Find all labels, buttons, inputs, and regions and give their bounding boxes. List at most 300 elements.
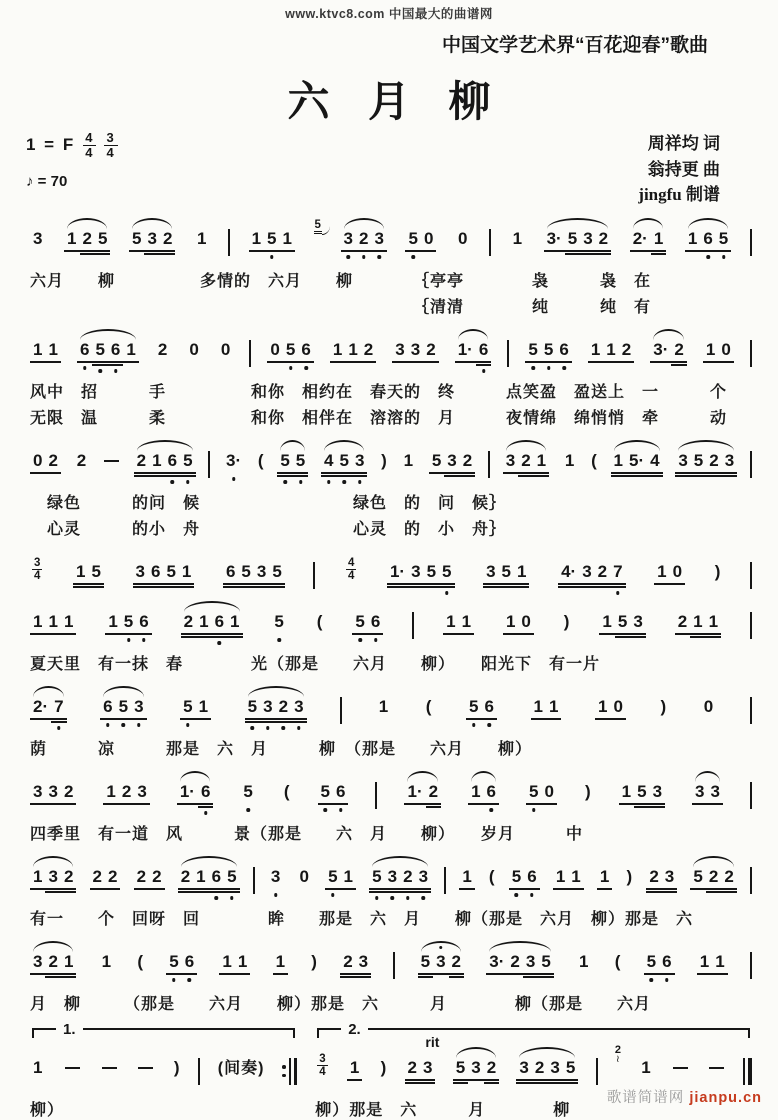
- note-token: 3: [708, 782, 723, 805]
- note-token: 1: [651, 229, 666, 252]
- note-token: 3: [416, 867, 431, 890]
- note-token: 5: [691, 451, 706, 474]
- beam-line: [453, 1082, 468, 1084]
- beam-line: [163, 586, 178, 588]
- note-token: 5: [180, 451, 195, 474]
- note-token: 6: [165, 451, 180, 474]
- slur-arc: [519, 1047, 575, 1058]
- note-token: 1: [273, 952, 288, 975]
- low-octave-dot: [331, 893, 335, 897]
- lyric-line: 风中 招 手 和你 相约在 春天的 终 点笑盈 盈送上 一 个: [30, 383, 728, 401]
- score-system: [30, 684, 752, 759]
- beam-group: [166, 952, 197, 975]
- low-octave-dot: [342, 480, 346, 484]
- note-token: 2: [507, 952, 522, 975]
- tempo-value: = 70: [37, 173, 68, 191]
- beam-group: [692, 782, 723, 805]
- low-octave-dot: [362, 255, 366, 259]
- note-token: 5: [453, 1058, 468, 1081]
- slur-arc: [695, 771, 720, 782]
- beam-line: [595, 586, 610, 588]
- beam-group: [503, 451, 549, 474]
- low-octave-dot: [282, 726, 286, 730]
- low-octave-dot: [406, 896, 410, 900]
- note-token: 6: [100, 697, 115, 720]
- low-octave-dot: [297, 726, 301, 730]
- low-octave-dot: [122, 723, 126, 727]
- note-token: 6: [198, 782, 213, 805]
- low-octave-dot: [98, 369, 102, 373]
- note-token: 2: [484, 1058, 499, 1081]
- note-token: 5: [277, 451, 292, 474]
- note-token: 1: [219, 952, 234, 975]
- note-token: 1: [568, 867, 583, 890]
- slur-arc: [547, 218, 609, 229]
- beam-line: [721, 891, 736, 893]
- beam-line: [179, 586, 194, 588]
- beam-line: [193, 891, 208, 893]
- score-system: [30, 216, 752, 317]
- low-octave-dot: [277, 638, 281, 642]
- beam-group: [64, 229, 110, 252]
- parenthesis: (: [591, 450, 597, 470]
- beam-group: [267, 340, 313, 363]
- note-token: 6: [368, 612, 383, 635]
- beam-line: [444, 475, 459, 477]
- beam-group: [526, 782, 557, 805]
- beam-line: [538, 976, 553, 978]
- beam-group: [30, 451, 61, 474]
- note-token: 1: [531, 697, 546, 720]
- parenthesis: (: [316, 611, 323, 631]
- beam-group: [30, 612, 76, 635]
- notes-row: [30, 216, 752, 256]
- beam-group: [455, 340, 492, 363]
- duration-dash: [104, 451, 119, 470]
- note-token: 6: [148, 562, 163, 585]
- beam-group: [180, 697, 211, 720]
- beam-line: [499, 586, 514, 588]
- note-token: 1: [564, 450, 575, 470]
- beam-group: [129, 229, 175, 252]
- barline: [340, 697, 342, 724]
- beam-line: [596, 253, 611, 255]
- beam-line: [178, 891, 193, 893]
- duration-dash: [102, 1058, 117, 1077]
- note-token: 6: [298, 340, 313, 363]
- beam-line: [92, 364, 107, 366]
- note-token: 1: [341, 867, 356, 890]
- notes-row: [30, 599, 752, 639]
- note-token: 4: [321, 451, 336, 474]
- note-token: 5: [92, 340, 107, 363]
- note-token: 3: [33, 228, 43, 248]
- note-token: 1: [30, 612, 45, 635]
- note-token: 1: [196, 697, 211, 720]
- note-token: 1: [235, 952, 250, 975]
- beam-group: [553, 867, 584, 890]
- note-token: 1: [30, 867, 45, 890]
- note-token: 2: [160, 229, 175, 252]
- beam-line: [523, 976, 538, 978]
- beam-group: [100, 697, 146, 720]
- slur-arc: [80, 329, 136, 340]
- beam-group: [330, 340, 376, 363]
- note-token: 5: [644, 952, 659, 975]
- note-token: 5: [318, 782, 333, 805]
- beam-group: [453, 1058, 499, 1081]
- lyric-line: 月 柳 （那是 六月 柳）那是 六 月 柳（那是 六月: [30, 995, 652, 1013]
- note-token: 3: [516, 1058, 531, 1081]
- low-octave-dot: [188, 978, 192, 982]
- tempo-note-icon: ♪: [26, 173, 34, 191]
- beam-line: [165, 475, 180, 477]
- beam-line: [198, 806, 213, 808]
- beam-line: [706, 636, 721, 638]
- note-token: 3: [675, 451, 690, 474]
- note-token: 7: [51, 697, 66, 720]
- beam-line: [630, 636, 645, 638]
- beam-line: [80, 253, 95, 255]
- beam-line: [662, 891, 677, 893]
- note-token: 2: [449, 952, 464, 975]
- beam-group: [595, 697, 626, 720]
- note-token: 0: [299, 866, 309, 886]
- note-token: 1: [196, 612, 211, 635]
- beam-group: [352, 612, 383, 635]
- note-token: 0: [220, 339, 231, 359]
- beam-line: [675, 475, 690, 477]
- beam-line: [321, 475, 336, 477]
- barline: [750, 562, 752, 589]
- slur-arc: [407, 771, 438, 782]
- beam-line: [611, 475, 626, 477]
- note-token: 1: [553, 867, 568, 890]
- volta-label: 1.: [56, 1021, 83, 1038]
- low-octave-dot: [186, 723, 190, 727]
- beam-line: [650, 806, 665, 808]
- beam-line: [336, 475, 351, 477]
- final-barline: [743, 1058, 752, 1085]
- beam-group: [181, 612, 243, 635]
- note-token: 3: [630, 612, 645, 635]
- note-token: 5: [180, 697, 195, 720]
- note-token: 1: [690, 612, 705, 635]
- note-token: 2: [45, 952, 60, 975]
- note-token: 0: [518, 612, 533, 635]
- note-token: 2·: [630, 229, 651, 252]
- note-token: 2: [178, 867, 193, 890]
- note-token: 5: [525, 340, 540, 363]
- barline: [253, 867, 255, 894]
- note-token: 3·: [544, 229, 565, 252]
- beam-line: [514, 586, 529, 588]
- beam-line: [352, 475, 367, 477]
- note-token: 5: [271, 612, 286, 635]
- beam-group: [654, 562, 685, 585]
- low-octave-dot: [215, 896, 219, 900]
- beam-group: [685, 229, 731, 252]
- note-token: 1: [378, 696, 389, 716]
- note-token: 5: [95, 229, 110, 252]
- note-token: 1: [706, 612, 721, 635]
- credit-composer: 翁持更 曲: [647, 159, 720, 179]
- barline: [208, 451, 210, 478]
- note-token: 3: [420, 1058, 435, 1081]
- note-token: 3: [341, 229, 356, 252]
- note-token: 1: [179, 562, 194, 585]
- note-token: 1: [403, 450, 414, 470]
- beam-group: [644, 952, 675, 975]
- barline: [489, 229, 491, 256]
- note-token: 3: [408, 562, 423, 585]
- barline: [412, 612, 414, 639]
- low-octave-dot: [289, 366, 293, 370]
- beam-group: [223, 562, 285, 585]
- note-token: 2: [119, 782, 134, 805]
- note-token: 3: [579, 562, 594, 585]
- note-token: 5: [269, 562, 284, 585]
- note-token: 1: [654, 562, 669, 585]
- high-octave-dot: [439, 946, 443, 950]
- slur-arc: [633, 218, 664, 229]
- note-token: 5: [424, 562, 439, 585]
- note-token: 5: [336, 451, 351, 474]
- note-token: 6: [108, 340, 123, 363]
- beam-line: [227, 636, 242, 638]
- note-token: 2: [181, 612, 196, 635]
- beam-line: [45, 891, 60, 893]
- note-token: 1: [30, 340, 45, 363]
- lyric-line: 柳）: [30, 1101, 65, 1119]
- beam-line: [691, 475, 706, 477]
- note-token: 5: [116, 697, 131, 720]
- beam-group: [134, 867, 165, 890]
- series-label: 中国文学艺术界“百花迎春”歌曲: [441, 35, 708, 56]
- note-token: 6: [659, 952, 674, 975]
- note-token: 3: [352, 451, 367, 474]
- slur-arc: [33, 686, 64, 697]
- note-token: 2: [596, 229, 611, 252]
- note-token: 5: [369, 867, 384, 890]
- note-token: 4: [647, 451, 662, 474]
- notes-row: [30, 684, 752, 724]
- grace-slur-hook: [322, 226, 330, 235]
- low-octave-dot: [411, 255, 415, 259]
- beam-line: [181, 636, 196, 638]
- beam-group: [525, 340, 571, 363]
- beam-line: [260, 721, 275, 723]
- note-token: 6: [223, 562, 238, 585]
- note-token: 2: [646, 867, 661, 890]
- barline: [750, 867, 752, 894]
- notes-row: [315, 1045, 752, 1085]
- beam-group: [325, 867, 356, 890]
- note-token: 2: [426, 782, 441, 805]
- parenthesis: ): [380, 1057, 387, 1077]
- parenthesis: ): [173, 1057, 180, 1077]
- low-octave-dot: [172, 978, 176, 982]
- beam-line: [547, 1082, 562, 1084]
- note-token: 2: [400, 867, 415, 890]
- footer-site-name: 歌谱简谱网: [606, 1090, 685, 1106]
- repeat-dots: [282, 1058, 286, 1085]
- barline: [750, 612, 752, 639]
- note-token: 1: [443, 612, 458, 635]
- note-token: 1: [588, 340, 603, 363]
- note-token: 0: [457, 228, 468, 248]
- key-signature: [26, 131, 118, 159]
- note-token: 6: [333, 782, 348, 805]
- song-title: 六 月 柳: [287, 80, 505, 126]
- beam-line: [144, 253, 159, 255]
- low-octave-dot: [142, 638, 146, 642]
- slur-arc: [489, 941, 551, 952]
- beam-line: [356, 976, 371, 978]
- parenthesis: ): [381, 450, 387, 470]
- note-token: 1: [123, 340, 138, 363]
- note-token: 3·: [486, 952, 507, 975]
- beam-line: [424, 586, 439, 588]
- note-token: 3: [468, 1058, 483, 1081]
- ornament: 2 ≀: [614, 1043, 621, 1065]
- low-octave-dot: [106, 723, 110, 727]
- beam-group: [30, 340, 61, 363]
- parenthesis: (: [488, 866, 495, 886]
- volta-bracket: [317, 1020, 750, 1050]
- beam-line: [579, 586, 594, 588]
- beam-line: [518, 475, 533, 477]
- note-token: 1: [503, 612, 518, 635]
- note-token: 2: [45, 451, 60, 474]
- note-token: 5: [439, 562, 454, 585]
- note-token: 5: [238, 562, 253, 585]
- beam-line: [565, 253, 580, 255]
- beam-group: [105, 612, 151, 635]
- volta-bracket: [32, 1020, 295, 1045]
- beam-group: [650, 340, 687, 363]
- note-token: 3·: [650, 340, 671, 363]
- barline: [750, 229, 752, 256]
- note-token: 2: [460, 451, 475, 474]
- note-token: 0: [718, 340, 733, 363]
- note-token: 3: [260, 697, 275, 720]
- slur-arc: [137, 440, 193, 451]
- note-token: 5: [293, 451, 308, 474]
- note-token: 2: [61, 782, 76, 805]
- notes-row: [30, 327, 752, 367]
- note-token: 2: [405, 1058, 420, 1081]
- credits-block: [638, 131, 720, 208]
- inline-meter-signature: 3 4: [319, 1052, 326, 1078]
- note-token: 1: [459, 867, 474, 890]
- slur-arc: [67, 218, 107, 229]
- footer-watermark: [607, 1086, 762, 1107]
- note-token: 5: [129, 229, 144, 252]
- note-token: 2: [134, 867, 149, 890]
- beam-group: [468, 782, 499, 805]
- low-octave-dot: [374, 638, 378, 642]
- barline: [750, 952, 752, 979]
- note-token: 2·: [30, 697, 51, 720]
- beam-line: [180, 475, 195, 477]
- parenthesis: ): [563, 611, 570, 631]
- low-octave-dot: [490, 808, 494, 812]
- beam-line: [238, 586, 253, 588]
- note-token: 2: [423, 340, 438, 363]
- note-token: 3: [547, 1058, 562, 1081]
- note-token: 6: [212, 612, 227, 635]
- beam-line: [651, 253, 666, 255]
- low-octave-dot: [377, 255, 381, 259]
- beam-line: [134, 475, 149, 477]
- beam-group: [321, 451, 367, 474]
- note-token: 5: [429, 451, 444, 474]
- beam-group: [178, 867, 240, 890]
- note-token: 1: [595, 697, 610, 720]
- note-token: 1·: [177, 782, 198, 805]
- beam-group: [405, 229, 436, 252]
- note-token: 7: [610, 562, 625, 585]
- note-token: 1: [61, 952, 76, 975]
- beam-line: [269, 586, 284, 588]
- rit-label: rit: [425, 1033, 440, 1050]
- beam-group: [531, 697, 562, 720]
- note-token: 5: [634, 782, 649, 805]
- beam-line: [149, 475, 164, 477]
- note-token: 2: [706, 451, 721, 474]
- note-token: 2: [276, 697, 291, 720]
- low-octave-dot: [722, 255, 726, 259]
- note-token: 3·: [223, 451, 244, 474]
- low-octave-dot: [299, 480, 303, 484]
- beam-group: [277, 451, 308, 474]
- low-octave-dot: [422, 896, 426, 900]
- beam-line: [51, 721, 66, 723]
- note-token: 5: [615, 612, 630, 635]
- beam-group: [340, 952, 371, 975]
- beam-line: [706, 891, 721, 893]
- note-token: 1: [101, 951, 112, 971]
- note-token: 5: [264, 229, 279, 252]
- note-token: 1: [514, 562, 529, 585]
- key-tempo-block: [26, 131, 118, 208]
- note-token: 5: [240, 782, 255, 805]
- lyric-line: 荫 凉 那是 六 月 柳 （那是 六月 柳）: [30, 740, 533, 758]
- beam-group: [341, 229, 387, 252]
- note-token: 1·: [404, 782, 425, 805]
- note-token: 0: [541, 782, 556, 805]
- note-token: 3: [30, 952, 45, 975]
- beam-line: [418, 976, 433, 978]
- beam-line: [73, 586, 88, 588]
- note-token: 5: [163, 562, 178, 585]
- note-token: 1: [345, 340, 360, 363]
- interlude-label: (间奏): [217, 1059, 265, 1077]
- beam-line: [626, 475, 647, 477]
- tempo-marking: [26, 173, 118, 190]
- key-text: 1 = F: [26, 135, 76, 155]
- beam-line: [484, 1082, 499, 1084]
- note-token: 2: [340, 952, 355, 975]
- credit-typesetter: jingfu 制谱: [638, 185, 720, 204]
- note-token: 1: [149, 451, 164, 474]
- barline: [507, 340, 509, 367]
- beam-line: [293, 475, 308, 477]
- note-token: 5·: [626, 451, 647, 474]
- note-token: 6: [209, 867, 224, 890]
- beam-line: [460, 475, 475, 477]
